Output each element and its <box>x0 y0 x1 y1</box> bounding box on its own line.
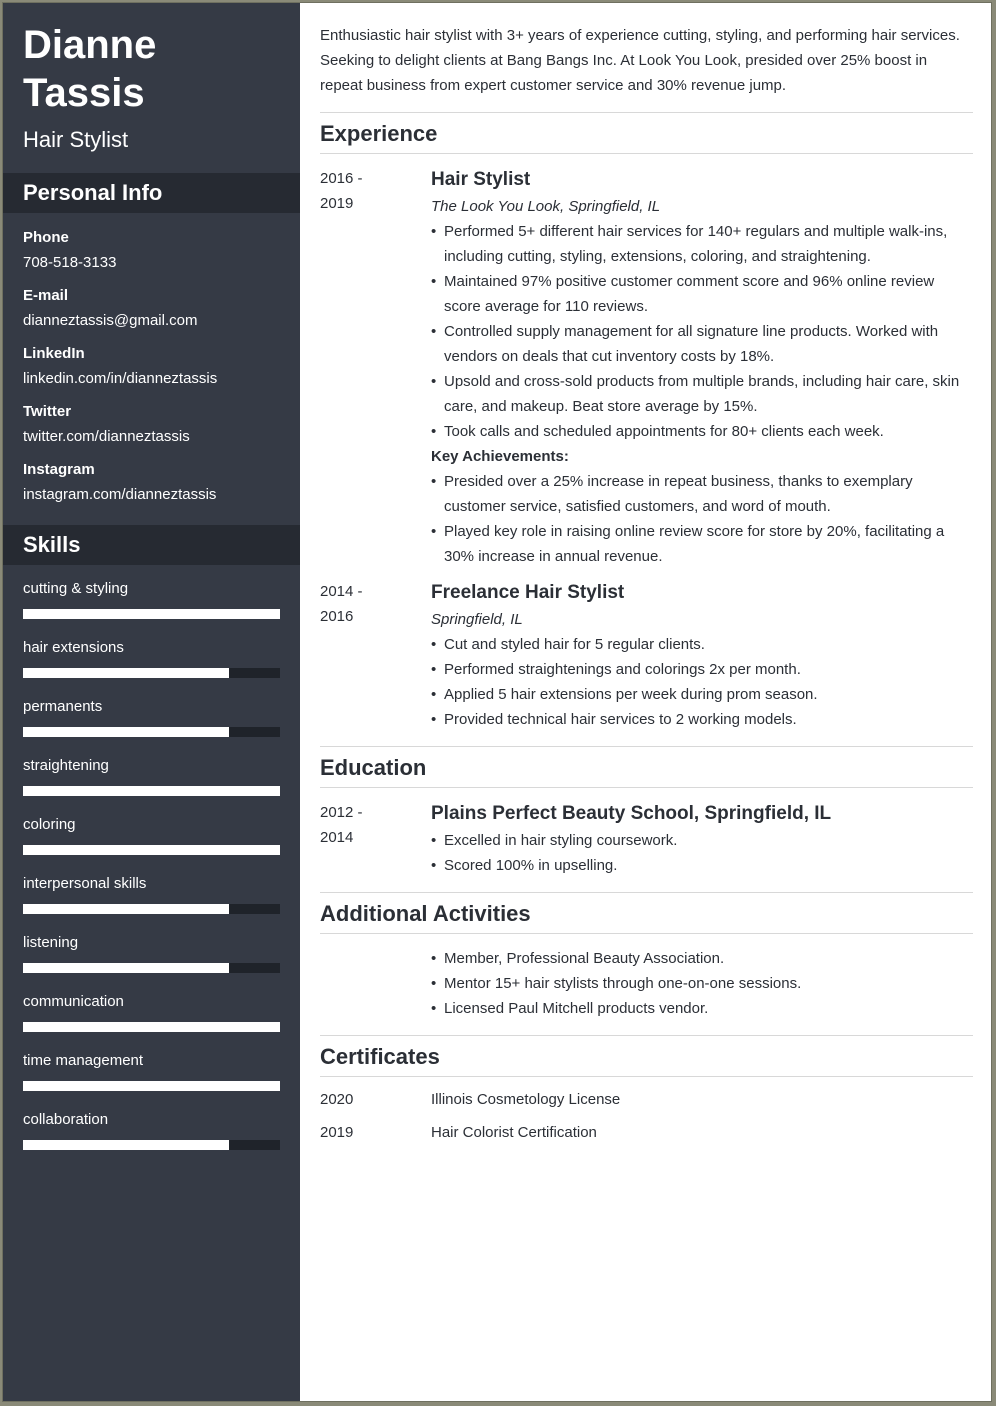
list-item: • Mentor 15+ hair stylists through one-on-one sessions. <box>431 971 973 996</box>
personal-info-list <box>3 213 300 523</box>
activities-body <box>431 946 973 1021</box>
resume-page <box>2 2 992 1402</box>
info-value: instagram.com/dianneztassis <box>23 486 217 503</box>
info-value: dianneztassis@gmail.com <box>23 312 198 329</box>
skill-level-bar <box>23 786 280 796</box>
activities-bullets <box>431 946 973 1021</box>
job-dates <box>320 579 431 732</box>
info-linkedin <box>23 341 280 391</box>
list-item: • Presided over a 25% increase in repeat business, thanks to exemplary customer service, satisfied customers, and word of mouth. <box>431 469 973 519</box>
skill-item <box>23 575 280 634</box>
list-item: • Licensed Paul Mitchell products vendor. <box>431 996 973 1021</box>
skill-item <box>23 929 280 988</box>
skill-item <box>23 634 280 693</box>
info-instagram <box>23 457 280 507</box>
date-end: 2016 <box>320 608 354 625</box>
job-title: Freelance Hair Stylist <box>431 582 625 603</box>
skill-item <box>23 752 280 811</box>
list-item: • Took calls and scheduled appointments for 80+ clients each week. <box>431 419 973 444</box>
date-start: 2014 - <box>320 583 363 600</box>
skill-item <box>23 870 280 929</box>
job-bullets <box>431 632 973 732</box>
skill-item <box>23 1106 280 1165</box>
education-header: Education <box>320 746 973 788</box>
skill-level-fill <box>23 1022 280 1032</box>
skill-item <box>23 1047 280 1106</box>
job-entry <box>320 166 973 569</box>
date-end: 2014 <box>320 829 354 846</box>
skill-name: communication <box>23 993 124 1010</box>
skill-item <box>23 693 280 752</box>
skill-item <box>23 988 280 1047</box>
skill-level-bar <box>23 1022 280 1032</box>
key-achievement-bullets <box>431 469 973 569</box>
skill-level-fill <box>23 609 280 619</box>
skill-level-fill <box>23 1140 229 1150</box>
list-item: • Played key role in raising online review score for store by 20%, facilitating a 30% increase in annual revenue. <box>431 519 973 569</box>
skill-name: hair extensions <box>23 639 124 656</box>
skill-name: interpersonal skills <box>23 875 147 892</box>
list-item: • Excelled in hair styling coursework. <box>431 828 973 853</box>
certificates-list <box>320 1087 973 1145</box>
skill-level-bar <box>23 1081 280 1091</box>
skills-header: Skills <box>3 525 300 565</box>
job-body <box>431 579 973 732</box>
certificate-name: Hair Colorist Certification <box>431 1124 597 1141</box>
info-label: Phone <box>23 229 69 246</box>
info-value: twitter.com/dianneztassis <box>23 428 190 445</box>
list-item: • Applied 5 hair extensions per week during prom season. <box>431 682 973 707</box>
skill-name: listening <box>23 934 79 951</box>
info-label: LinkedIn <box>23 345 85 362</box>
date-start: 2012 - <box>320 804 363 821</box>
job-body <box>431 166 973 569</box>
activities-entry <box>320 946 973 1021</box>
skill-level-fill <box>23 845 280 855</box>
skill-level-fill <box>23 786 280 796</box>
skill-level-fill <box>23 668 229 678</box>
main-content <box>320 3 973 1145</box>
education-body <box>431 800 973 878</box>
date-start: 2016 - <box>320 170 363 187</box>
info-value: 708-518-3133 <box>23 254 117 271</box>
list-item: • Upsold and cross-sold products from multiple brands, including hair care, skin care, and makeup. Beat store average by 15%. <box>431 369 973 419</box>
skill-name: straightening <box>23 757 109 774</box>
last-name: Tassis <box>23 71 145 115</box>
info-value: linkedin.com/in/dianneztassis <box>23 370 218 387</box>
skill-level-fill <box>23 963 229 973</box>
sidebar <box>3 3 300 1401</box>
skill-level-bar <box>23 963 280 973</box>
info-email <box>23 283 280 333</box>
job-title: Hair Stylist <box>23 127 129 152</box>
company: The Look You Look, Springfield, IL <box>431 198 661 215</box>
info-label: Twitter <box>23 403 72 420</box>
key-achievements-label: Key Achievements: <box>431 448 569 465</box>
education-dates <box>320 800 431 878</box>
skill-item <box>23 811 280 870</box>
summary: Enthusiastic hair stylist with 3+ years of experience cutting, styling, and performing hair services. Seeking to delight clients at Bang Bangs Inc. At Look You Look, presided over 25% boost in repeat business from expert customer service and 30% revenue jump. <box>320 27 960 94</box>
list-item: • Provided technical hair services to 2 working models. <box>431 707 973 732</box>
skill-name: time management <box>23 1052 144 1069</box>
skill-name: coloring <box>23 816 76 833</box>
candidate-name <box>3 3 300 117</box>
certificate-year: 2019 <box>320 1124 354 1141</box>
list-item: • Member, Professional Beauty Association. <box>431 946 973 971</box>
experience-header: Experience <box>320 112 973 154</box>
job-title: Hair Stylist <box>431 169 531 190</box>
activities-spacer <box>320 946 431 1021</box>
info-label: E-mail <box>23 287 69 304</box>
list-item: • Maintained 97% positive customer comment score and 96% online review score average for 110 reviews. <box>431 269 973 319</box>
skill-name: cutting & styling <box>23 580 129 597</box>
certificate-row <box>320 1120 973 1145</box>
school-name: Plains Perfect Beauty School, Springfield, IL <box>431 803 832 824</box>
skills-list <box>3 565 300 1165</box>
list-item: • Performed straightenings and colorings 2x per month. <box>431 657 973 682</box>
job-bullets <box>431 219 973 444</box>
list-item: • Cut and styled hair for 5 regular clients. <box>431 632 973 657</box>
info-label: Instagram <box>23 461 95 478</box>
skill-level-bar <box>23 727 280 737</box>
skill-level-bar <box>23 609 280 619</box>
certificate-name: Illinois Cosmetology License <box>431 1091 621 1108</box>
certificate-year: 2020 <box>320 1091 354 1108</box>
education-entry <box>320 800 973 878</box>
company: Springfield, IL <box>431 611 523 628</box>
certificates-header: Certificates <box>320 1035 973 1077</box>
skill-level-bar <box>23 845 280 855</box>
skill-level-bar <box>23 904 280 914</box>
skill-level-bar <box>23 668 280 678</box>
info-phone <box>23 225 280 275</box>
info-twitter <box>23 399 280 449</box>
skill-name: permanents <box>23 698 103 715</box>
job-dates <box>320 166 431 569</box>
skill-name: collaboration <box>23 1111 109 1128</box>
activities-header: Additional Activities <box>320 892 973 934</box>
education-bullets <box>431 828 973 878</box>
list-item: • Scored 100% in upselling. <box>431 853 973 878</box>
personal-info-header: Personal Info <box>3 173 300 213</box>
skill-level-fill <box>23 1081 280 1091</box>
job-entry <box>320 579 973 732</box>
certificate-row <box>320 1087 973 1112</box>
skill-level-fill <box>23 904 229 914</box>
skill-level-fill <box>23 727 229 737</box>
date-end: 2019 <box>320 195 354 212</box>
list-item: • Performed 5+ different hair services for 140+ regulars and multiple walk-ins, including cutting, styling, extensions, coloring, and straightening. <box>431 219 973 269</box>
first-name: Dianne <box>23 23 157 67</box>
list-item: • Controlled supply management for all signature line products. Worked with vendors on deals that cut inventory costs by 18%. <box>431 319 973 369</box>
skill-level-bar <box>23 1140 280 1150</box>
